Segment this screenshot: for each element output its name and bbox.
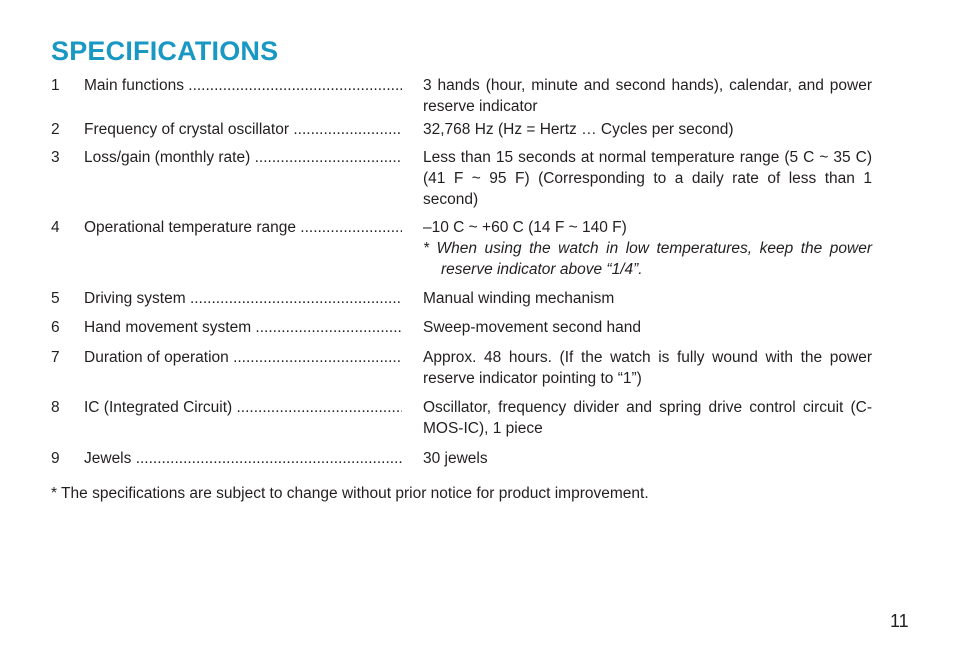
page-number: 11 <box>890 611 909 631</box>
page-title: SPECIFICATIONS <box>51 36 279 66</box>
footnote: * The specifications are subject to change without prior notice for product improvement. <box>51 485 649 502</box>
spec-number: 7 <box>51 349 60 366</box>
spec-number: 3 <box>51 149 60 166</box>
spec-label: Hand movement system ..... <box>84 317 402 338</box>
spec-number: 8 <box>51 399 60 416</box>
spec-number: 1 <box>51 77 60 94</box>
spec-label: Loss/gain (monthly rate) ..... <box>84 147 402 168</box>
spec-value: –10 C ~ +60 C (14 F ~ 140 F) <box>423 219 627 236</box>
spec-value-group <box>423 217 872 280</box>
spec-value: 30 jewels <box>423 450 488 467</box>
spec-label: Frequency of crystal oscillator ..... <box>84 119 402 140</box>
spec-label: Duration of operation ..... <box>84 347 402 368</box>
spec-label: Jewels ..... <box>84 448 402 469</box>
spec-note: * When using the watch in low temperatures, keep the power reserve indicator above “1/4”. <box>423 240 872 278</box>
spec-value: Manual winding mechanism <box>423 290 615 307</box>
spec-label: Operational temperature range ..... <box>84 217 402 238</box>
spec-label: IC (Integrated Circuit) ..... <box>84 397 402 418</box>
spec-value: 32,768 Hz (Hz = Hertz … Cycles per second) <box>423 121 734 138</box>
spec-number: 2 <box>51 121 60 138</box>
spec-value: 3 hands (hour, minute and second hands), calendar, and power reserve indicator <box>423 77 872 115</box>
spec-value: Approx. 48 hours. (If the watch is fully wound with the power reserve indicator pointing to “1”) <box>423 349 872 387</box>
spec-number: 4 <box>51 219 60 236</box>
spec-value: Less than 15 seconds at normal temperature range (5 C ~ 35 C) (41 F ~ 95 F) (Corresponding to a daily rate of less than 1 second) <box>423 149 872 208</box>
spec-value: Oscillator, frequency divider and spring drive control circuit (C-MOS-IC), 1 piece <box>423 399 872 437</box>
spec-label: Main functions ..... <box>84 75 402 96</box>
spec-value: Sweep-movement second hand <box>423 319 641 336</box>
spec-number: 6 <box>51 319 60 336</box>
spec-number: 5 <box>51 290 60 307</box>
spec-number: 9 <box>51 450 60 467</box>
spec-label: Driving system ..... <box>84 288 402 309</box>
